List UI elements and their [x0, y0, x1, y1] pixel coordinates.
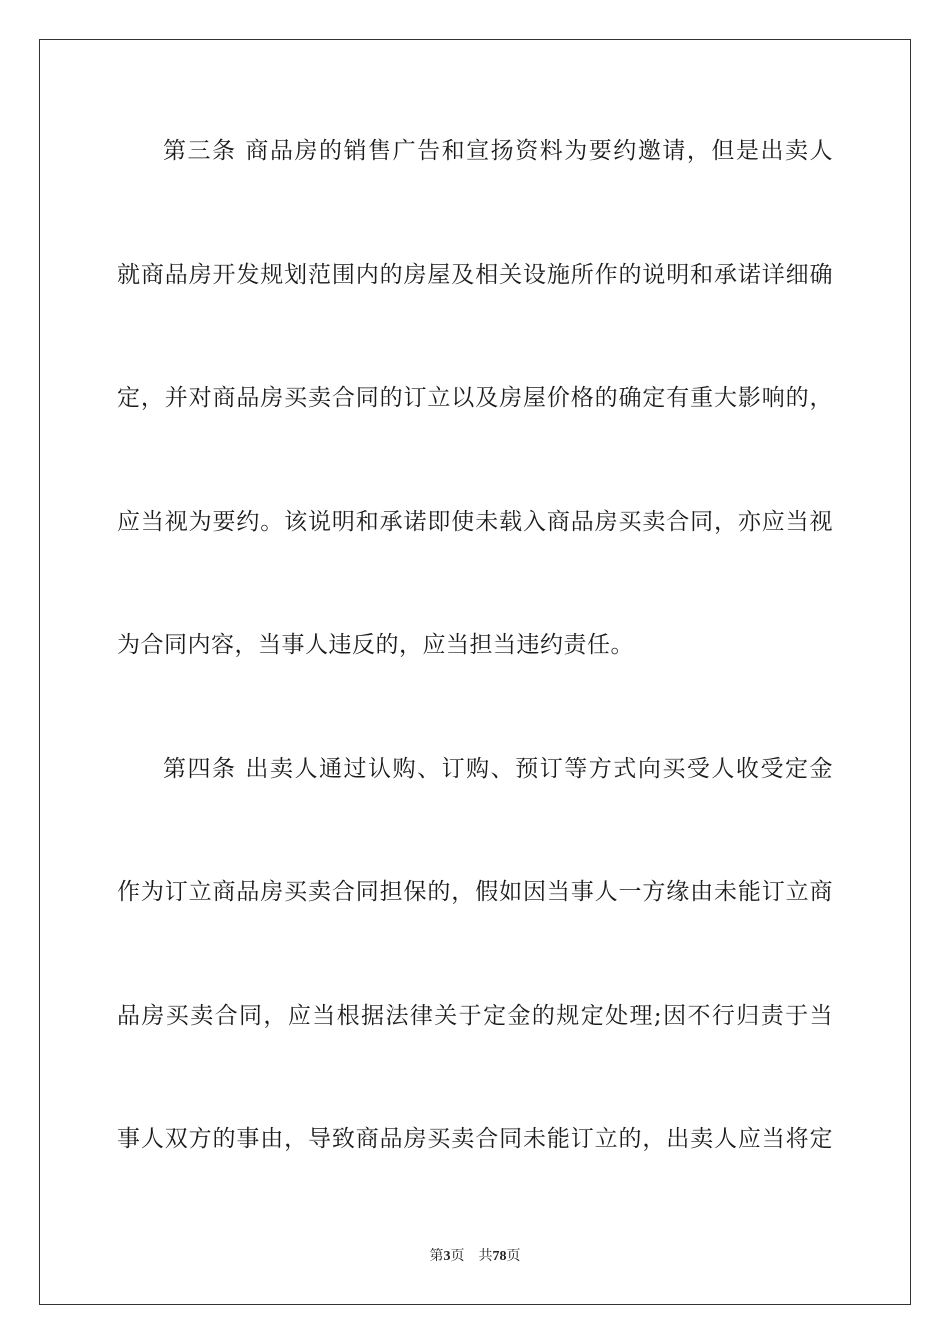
paragraph-line: 第四条 出卖人通过认购、订购、预订等方式向买受人收受定金 [163, 756, 833, 782]
paragraph-line: 品房买卖合同，应当根据法律关于定金的规定处理;因不行归责于当 [117, 1003, 833, 1029]
paragraph-line: 就商品房开发规划范围内的房屋及相关设施所作的说明和承诺详细确 [117, 262, 833, 288]
total-label-suffix: 页 [506, 1249, 521, 1264]
page-label-suffix: 页 [450, 1249, 465, 1264]
page-footer [0, 1248, 950, 1266]
total-pages: 78 [492, 1249, 507, 1264]
paragraph-line: 第三条 商品房的销售广告和宣扬资料为要约邀请，但是出卖人 [163, 138, 833, 164]
total-label-prefix: 共 [478, 1249, 493, 1264]
page-number: 3 [443, 1249, 451, 1264]
paragraph-line: 应当视为要约。该说明和承诺即使未载入商品房买卖合同，亦应当视 [117, 509, 833, 535]
page-label-prefix: 第 [429, 1249, 444, 1264]
paragraph-line: 为合同内容，当事人违反的，应当担当违约责任。 [117, 632, 634, 658]
paragraph-line: 定，并对商品房买卖合同的订立以及房屋价格的确定有重大影响的， [117, 385, 833, 411]
page-border [39, 39, 911, 1305]
paragraph-line: 作为订立商品房买卖合同担保的，假如因当事人一方缘由未能订立商 [117, 879, 833, 905]
paragraph-line: 事人双方的事由，导致商品房买卖合同未能订立的，出卖人应当将定 [117, 1126, 833, 1152]
